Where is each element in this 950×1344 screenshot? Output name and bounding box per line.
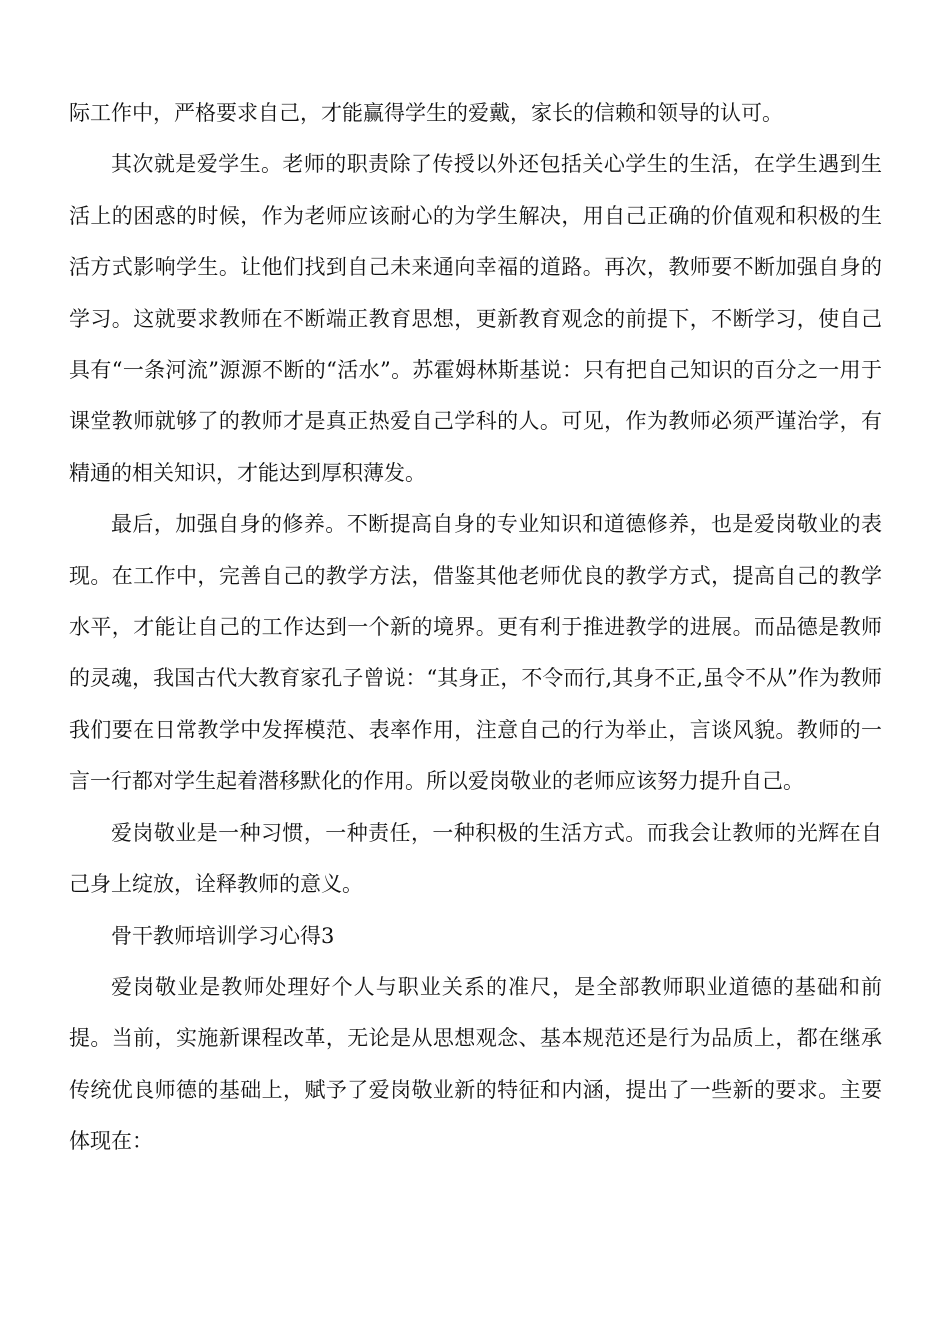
paragraph-dedication: 爱岗敬业是教师处理好个人与职业关系的准尺，是全部教师职业道德的基础和前提。当前，实施新课程改革，无论是从思想观念、基本规范还是行为品质上，都在继承传统优良师德的基础上，赋予了爱岗敬业新的特征和内涵，提出了一些新的要求。主要体现在： (69, 974, 882, 1154)
section-heading: 骨干教师培训学习心得3 (111, 923, 335, 948)
paragraph-conclusion: 爱岗敬业是一种习惯，一种责任，一种积极的生活方式。而我会让教师的光辉在自己身上绽放，诠释教师的意义。 (69, 820, 882, 897)
paragraph-self-cultivation: 最后，加强自身的修养。不断提高自身的专业知识和道德修养，也是爱岗敬业的表现。在工作中，完善自己的教学方法，借鉴其他老师优良的教学方式，提高自己的教学水平，才能让自己的工作达到一个新的境界。更有利于推进教学的进展。而品德是教师的灵魂，我国古代大教育家孔子曾说：“其身正，不令而行,其身不正,虽令不从”作为教师我们要在日常教学中发挥模范、表率作用，注意自己的行为举止，言谈风貌。教师的一言一行都对学生起着潜移默化的作用。所以爱岗敬业的老师应该努力提升自己。 (69, 512, 882, 794)
paragraph-continuation: 际工作中，严格要求自己，才能赢得学生的爱戴，家长的信赖和领导的认可。 (69, 101, 783, 125)
paragraph-love-students: 其次就是爱学生。老师的职责除了传授以外还包括关心学生的生活，在学生遇到生活上的困惑的时候，作为老师应该耐心的为学生解决，用自己正确的价值观和积极的生活方式影响学生。让他们找到自己未来通向幸福的道路。再次，教师要不断加强自身的学习。这就要求教师在不断端正教育思想，更新教育观念的前提下，不断学习，使自己具有“一条河流”源源不断的“活水”。苏霍姆林斯基说：只有把自己知识的百分之一用于课堂教师就够了的教师才是真正热爱自己学科的人。可见，作为教师必须严谨治学，有精通的相关知识，才能达到厚积薄发。 (69, 152, 882, 485)
